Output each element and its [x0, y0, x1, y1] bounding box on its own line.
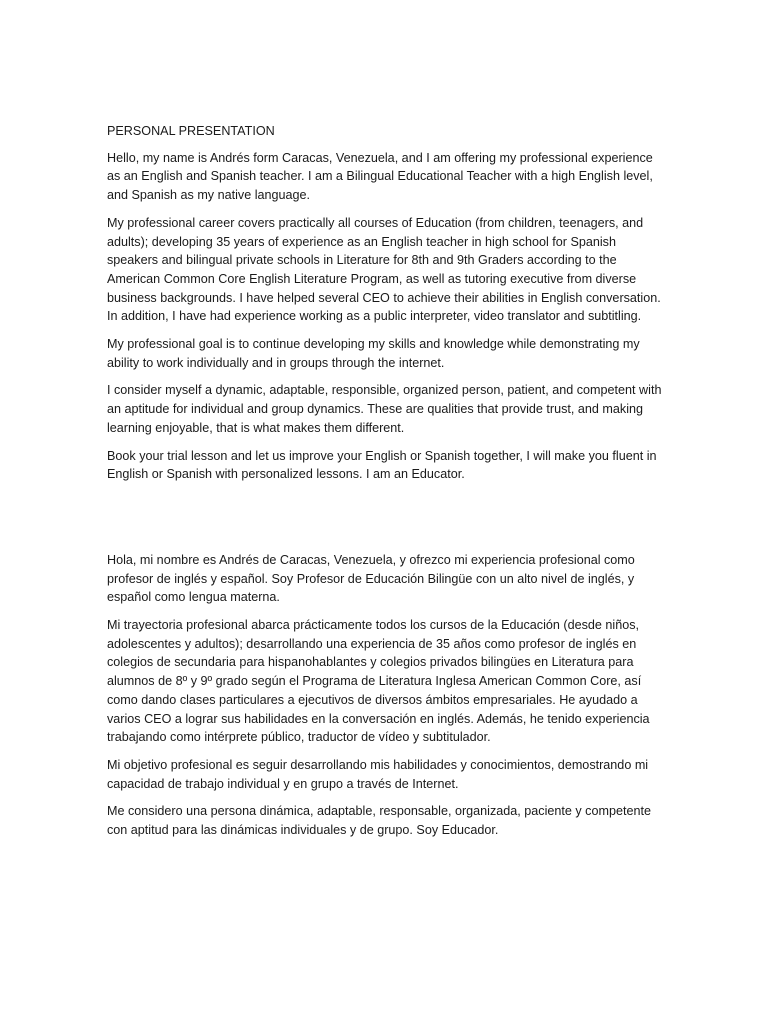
english-paragraph-intro: Hello, my name is Andrés form Caracas, Venezuela, and I am offering my professional experience as an English and Spanish teacher. I am a Bilingual Educational Teacher with a high English level, and Spanish as my native language.: [107, 150, 653, 203]
english-paragraph-goal: My professional goal is to continue developing my skills and knowledge while demonstrating my ability to work individually and in groups through the internet.: [107, 337, 640, 370]
spanish-paragraph-qualities: Me considero una persona dinámica, adaptable, responsable, organizada, paciente y competente con aptitud para las dinámicas individuales y de grupo. Soy Educador.: [107, 804, 651, 838]
english-paragraph-call-to-action: Book your trial lesson and let us improve your English or Spanish together, I will make you fluent in English or Spanish with personalized lessons. I am an Educator.: [107, 448, 657, 482]
english-paragraph-career: My professional career covers practically all courses of Education (from children, teenagers, and adults); developing 35 years of experience as an English teacher in high school for Spanish speakers and bilingual private schools in Literature for 8th and 9th Graders according to the American Common Core English Literature Program, as well as tutoring executive from diverse business backgrounds. I have helped several CEO to achieve their abilities in English conversation. In addition, I have had experience working as a public interpreter, video translator and subtitling.: [107, 215, 661, 324]
spanish-paragraph-career: Mi trayectoria profesional abarca prácticamente todos los cursos de la Educación (desde niños, adolescentes y adultos); desarrollando una experiencia de 35 años como profesor de inglés en colegios de secundaria para hispanohablantes y colegios privados bilingües en Literatura para alumnos de 8º y 9º grado según el Programa de Literatura Inglesa American Common Core, así como dando clases particulares a ejecutivos de diversos ámbitos empresariales. He ayudado a varios CEO a lograr sus habilidades en la conversación en inglés. Además, he tenido experiencia trabajando como intérprete público, traductor de vídeo y subtitulador.: [107, 618, 650, 745]
english-paragraph-qualities: I consider myself a dynamic, adaptable, responsible, organized person, patient, and competent with an aptitude for individual and group dynamics. These are qualities that provide trust, and making learning enjoyable, that is what makes them different.: [107, 383, 662, 435]
spanish-section: [107, 551, 667, 840]
document-title: PERSONAL PRESENTATION: [107, 124, 275, 138]
spanish-paragraph-goal: Mi objetivo profesional es seguir desarrollando mis habilidades y conocimientos, demostrando mi capacidad de trabajo individual y en grupo a través de Internet.: [107, 757, 649, 791]
document-body: [107, 122, 667, 849]
spanish-paragraph-intro: Hola, mi nombre es Andrés de Caracas, Venezuela, y ofrezco mi experiencia profesional como profesor de inglés y español. Soy Profesor de Educación Bilingüe con un alto nivel de inglés, y español como lengua materna.: [107, 552, 635, 605]
english-section: [107, 149, 667, 484]
section-spacer: [107, 493, 667, 551]
